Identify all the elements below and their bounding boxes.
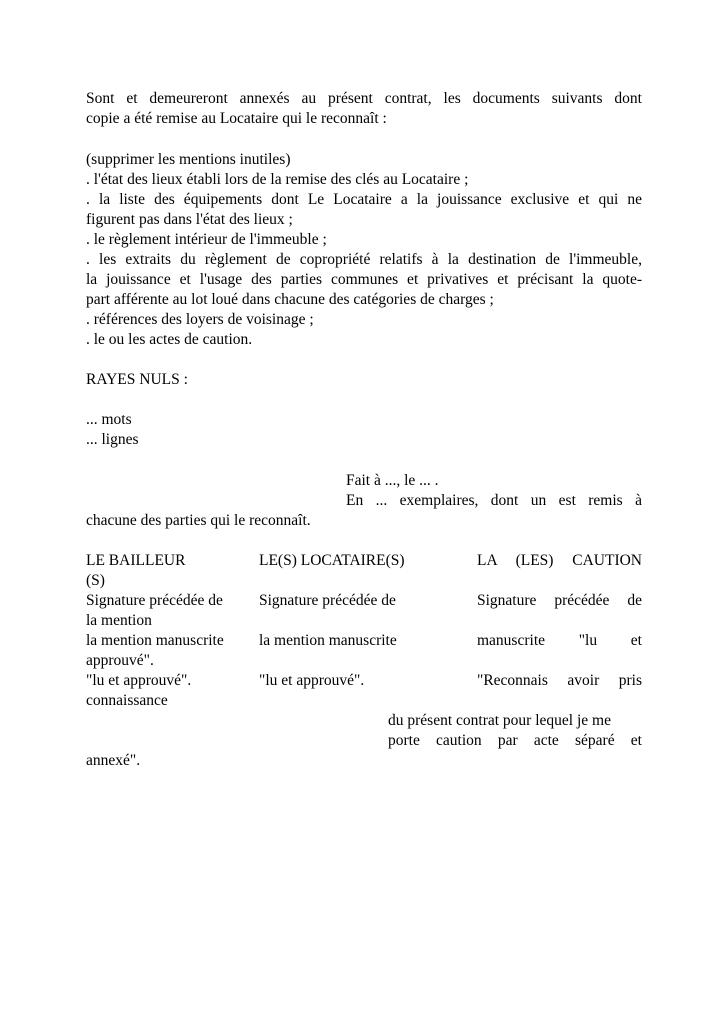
bailleur-line: (S) bbox=[86, 572, 105, 589]
document-line: figurent pas dans l'état des lieux ; bbox=[86, 211, 293, 228]
bailleur-line: connaissance bbox=[86, 692, 168, 709]
document-line: . la liste des équipements dont Le Locataire a la jouissance exclusive et qui ne bbox=[86, 191, 642, 208]
intro-line-2: copie a été remise au Locataire qui le reconnaît : bbox=[86, 110, 387, 127]
caution-tail-line: annexé". bbox=[86, 752, 141, 769]
document-line: la jouissance et l'usage des parties communes et privatives et précisant la quote- bbox=[86, 271, 642, 288]
locataire-line: la mention manuscrite bbox=[259, 632, 397, 649]
document-line: . le ou les actes de caution. bbox=[86, 331, 253, 348]
document-line: . références des loyers de voisinage ; bbox=[86, 311, 314, 328]
locataire-line: Signature précédée de bbox=[259, 592, 396, 609]
rayes-title: RAYES NULS : bbox=[86, 371, 188, 388]
rayes-lignes: ... lignes bbox=[86, 431, 139, 448]
document-line: . les extraits du règlement de copropriété relatifs à la destination de l'immeuble, bbox=[86, 251, 642, 268]
rayes-mots: ... mots bbox=[86, 411, 132, 428]
fait-exemplaires: En ... exemplaires, dont un est remis à bbox=[346, 492, 642, 509]
document-line: . le règlement intérieur de l'immeuble ; bbox=[86, 231, 327, 248]
caution-line: manuscrite "lu et bbox=[477, 632, 642, 649]
bailleur-line: la mention manuscrite bbox=[86, 632, 224, 649]
caution-tail-line: porte caution par acte séparé et bbox=[388, 732, 642, 749]
caution-tail-line: du présent contrat pour lequel je me bbox=[388, 712, 611, 729]
bailleur-line: Signature précédée de bbox=[86, 592, 223, 609]
bailleur-line: approuvé". bbox=[86, 652, 154, 669]
intro-line-1: Sont et demeureront annexés au présent contrat, les documents suivants dont bbox=[86, 90, 642, 107]
documents-note: (supprimer les mentions inutiles) bbox=[86, 151, 291, 168]
locataire-heading: LE(S) LOCATAIRE(S) bbox=[259, 552, 405, 569]
fait-reconnait: chacune des parties qui le reconnaît. bbox=[86, 512, 311, 529]
fait-date: Fait à ..., le ... . bbox=[346, 472, 439, 489]
bailleur-line: la mention bbox=[86, 612, 152, 629]
bailleur-heading: LE BAILLEUR bbox=[86, 552, 186, 569]
document-line: . l'état des lieux établi lors de la remise des clés au Locataire ; bbox=[86, 171, 469, 188]
bailleur-line: "lu et approuvé". bbox=[86, 672, 192, 689]
caution-heading: LA (LES) CAUTION bbox=[477, 552, 642, 569]
caution-line: "Reconnais avoir pris bbox=[477, 672, 642, 689]
document-line: part afférente au lot loué dans chacune des catégories de charges ; bbox=[86, 291, 494, 308]
caution-line: Signature précédée de bbox=[477, 592, 642, 609]
locataire-line: "lu et approuvé". bbox=[259, 672, 365, 689]
